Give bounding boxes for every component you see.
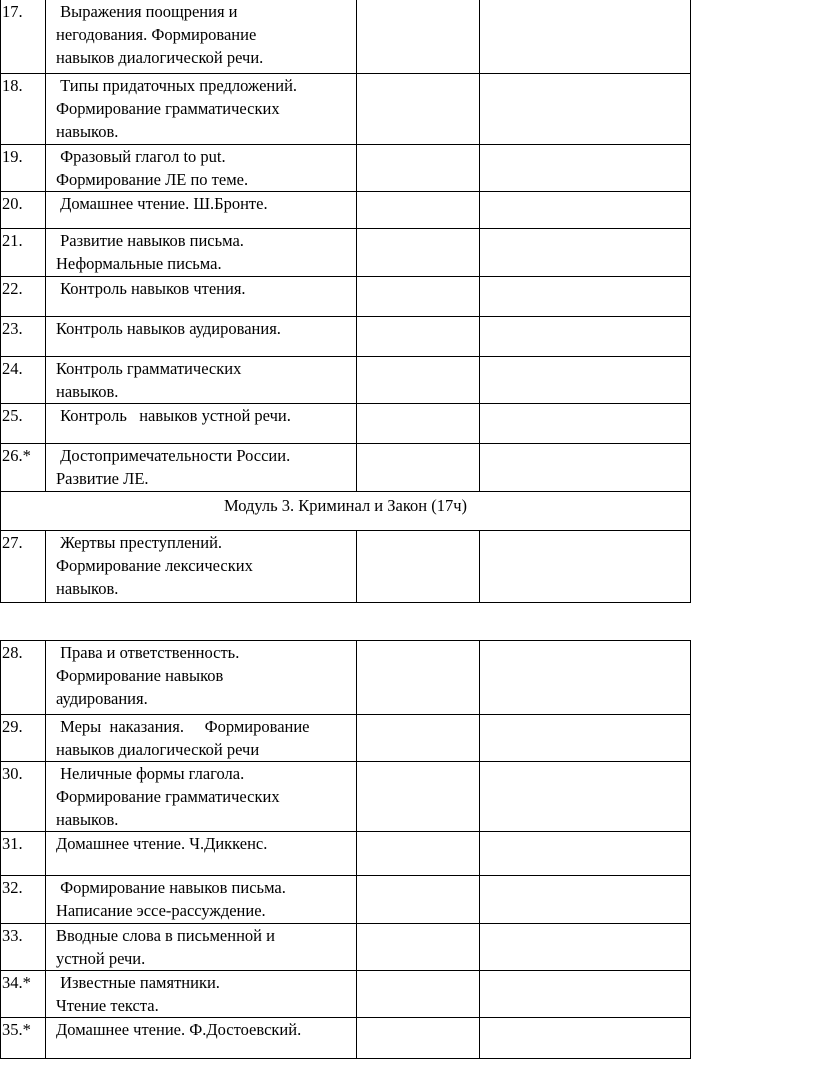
module-heading-row — [1, 492, 691, 531]
lesson-topic-line: Выражения поощрения и — [56, 2, 238, 21]
empty-cell — [357, 317, 480, 357]
empty-cell — [480, 971, 691, 1018]
lesson-topic-line: Типы придаточных предложений. — [56, 76, 298, 95]
module-heading: Модуль 3. Криминал и Закон (17ч) — [1, 492, 691, 531]
empty-cell — [357, 74, 480, 145]
empty-cell — [357, 192, 480, 229]
table-row — [1, 357, 691, 404]
empty-cell — [357, 832, 480, 876]
table-row — [1, 971, 691, 1018]
table-row — [1, 531, 691, 603]
table-row — [1, 876, 691, 924]
empty-cell — [480, 762, 691, 832]
lesson-topic-line: Контроль навыков устной речи. — [56, 406, 291, 425]
lesson-number: 35.* — [1, 1018, 46, 1059]
empty-cell — [357, 229, 480, 277]
lesson-number: 30. — [1, 762, 46, 832]
lesson-topic — [46, 192, 357, 229]
lesson-topic-line: негодования. Формирование — [56, 25, 257, 44]
lesson-topic-line: Меры наказания. Формирование — [56, 717, 310, 736]
empty-cell — [480, 229, 691, 277]
empty-cell — [357, 357, 480, 404]
lesson-topic-line: аудирования. — [56, 689, 148, 708]
empty-cell — [357, 145, 480, 192]
lesson-number: 21. — [1, 229, 46, 277]
lesson-topic-line: Контроль навыков чтения. — [56, 279, 246, 298]
lesson-number: 28. — [1, 641, 46, 715]
lesson-topic-line: Развитие навыков письма. — [56, 231, 244, 250]
empty-cell — [357, 762, 480, 832]
table-row — [1, 444, 691, 492]
empty-cell — [357, 876, 480, 924]
empty-cell — [480, 1018, 691, 1059]
table-row — [1, 317, 691, 357]
lesson-topic-line: Формирование грамматических — [56, 787, 280, 806]
lesson-topic-line: Формирование лексических — [56, 556, 253, 575]
lesson-topic-line: Написание эссе-рассуждение. — [56, 901, 266, 920]
lesson-number: 23. — [1, 317, 46, 357]
lesson-topic — [46, 832, 357, 876]
empty-cell — [480, 832, 691, 876]
empty-cell — [357, 531, 480, 603]
lesson-topic — [46, 357, 357, 404]
lesson-topic — [46, 229, 357, 277]
lesson-topic-line: Домашнее чтение. Ч.Диккенс. — [56, 834, 268, 853]
lesson-topic-line: Жертвы преступлений. — [56, 533, 223, 552]
lesson-number: 20. — [1, 192, 46, 229]
lesson-table-1 — [0, 0, 691, 603]
lesson-topic — [46, 762, 357, 832]
empty-cell — [480, 444, 691, 492]
lesson-number: 32. — [1, 876, 46, 924]
table-row — [1, 229, 691, 277]
empty-cell — [357, 444, 480, 492]
table-row — [1, 1018, 691, 1059]
empty-cell — [480, 531, 691, 603]
table-row — [1, 832, 691, 876]
lesson-topic — [46, 317, 357, 357]
lesson-number: 17. — [1, 0, 46, 74]
empty-cell — [480, 0, 691, 74]
empty-cell — [480, 277, 691, 317]
empty-cell — [480, 74, 691, 145]
empty-cell — [357, 924, 480, 971]
lesson-number: 18. — [1, 74, 46, 145]
empty-cell — [480, 192, 691, 229]
lesson-number: 33. — [1, 924, 46, 971]
empty-cell — [480, 317, 691, 357]
table-row — [1, 924, 691, 971]
lesson-table-1-body — [1, 0, 691, 603]
empty-cell — [480, 715, 691, 762]
empty-cell — [480, 357, 691, 404]
lesson-topic-line: навыков. — [56, 382, 119, 401]
lesson-topic-line: Формирование навыков — [56, 666, 224, 685]
lesson-topic — [46, 404, 357, 444]
lesson-topic-line: Формирование грамматических — [56, 99, 280, 118]
lesson-topic-line: Чтение текста. — [56, 996, 159, 1015]
lesson-table-2-body — [1, 641, 691, 1059]
empty-cell — [357, 1018, 480, 1059]
lesson-topic-line: Домашнее чтение. Ф.Достоевский. — [56, 1020, 302, 1039]
lesson-number: 25. — [1, 404, 46, 444]
table-row — [1, 715, 691, 762]
lesson-number: 27. — [1, 531, 46, 603]
table-row — [1, 762, 691, 832]
lesson-topic — [46, 1018, 357, 1059]
lesson-topic-line: Домашнее чтение. Ш.Бронте. — [56, 194, 268, 213]
lesson-topic-line: Известные памятники. — [56, 973, 220, 992]
lesson-number: 22. — [1, 277, 46, 317]
lesson-number: 34.* — [1, 971, 46, 1018]
lesson-topic — [46, 641, 357, 715]
lesson-topic-line: навыков. — [56, 579, 119, 598]
lesson-topic — [46, 971, 357, 1018]
lesson-number: 29. — [1, 715, 46, 762]
lesson-topic — [46, 277, 357, 317]
empty-cell — [480, 876, 691, 924]
lesson-topic-line: Неличные формы глагола. — [56, 764, 245, 783]
lesson-topic-line: Контроль грамматических — [56, 359, 242, 378]
lesson-number: 24. — [1, 357, 46, 404]
lesson-topic-line: навыков диалогической речи. — [56, 48, 264, 67]
table-row — [1, 145, 691, 192]
lesson-topic-line: Формирование ЛЕ по теме. — [56, 170, 249, 189]
lesson-topic-line: устной речи. — [56, 949, 146, 968]
lesson-topic — [46, 0, 357, 74]
lesson-number: 19. — [1, 145, 46, 192]
lesson-topic-line: Формирование навыков письма. — [56, 878, 286, 897]
lesson-topic-line: Контроль навыков аудирования. — [56, 319, 281, 338]
lesson-topic-line: навыков. — [56, 122, 119, 141]
lesson-topic — [46, 74, 357, 145]
lesson-topic-line: Достопримечательности России. — [56, 446, 291, 465]
lesson-topic-line: Фразовый глагол to put. — [56, 147, 226, 166]
lesson-topic-line: Развитие ЛЕ. — [56, 469, 149, 488]
table-row — [1, 404, 691, 444]
empty-cell — [357, 0, 480, 74]
empty-cell — [480, 924, 691, 971]
table-row — [1, 277, 691, 317]
empty-cell — [357, 641, 480, 715]
lesson-topic-line: Вводные слова в письменной и — [56, 926, 275, 945]
lesson-topic-line: Неформальные письма. — [56, 254, 222, 273]
lesson-topic — [46, 924, 357, 971]
lesson-table-2 — [0, 640, 691, 1059]
lesson-topic — [46, 876, 357, 924]
table-row — [1, 74, 691, 145]
empty-cell — [357, 715, 480, 762]
table-row — [1, 641, 691, 715]
empty-cell — [480, 404, 691, 444]
lesson-topic — [46, 444, 357, 492]
empty-cell — [357, 971, 480, 1018]
empty-cell — [480, 145, 691, 192]
table-row — [1, 192, 691, 229]
lesson-number: 31. — [1, 832, 46, 876]
lesson-topic-line: навыков диалогической речи — [56, 740, 260, 759]
empty-cell — [357, 277, 480, 317]
empty-cell — [480, 641, 691, 715]
lesson-number: 26.* — [1, 444, 46, 492]
empty-cell — [357, 404, 480, 444]
lesson-topic — [46, 145, 357, 192]
lesson-topic — [46, 531, 357, 603]
lesson-topic — [46, 715, 357, 762]
table-row — [1, 0, 691, 74]
lesson-topic-line: Права и ответственность. — [56, 643, 240, 662]
lesson-topic-line: навыков. — [56, 810, 119, 829]
